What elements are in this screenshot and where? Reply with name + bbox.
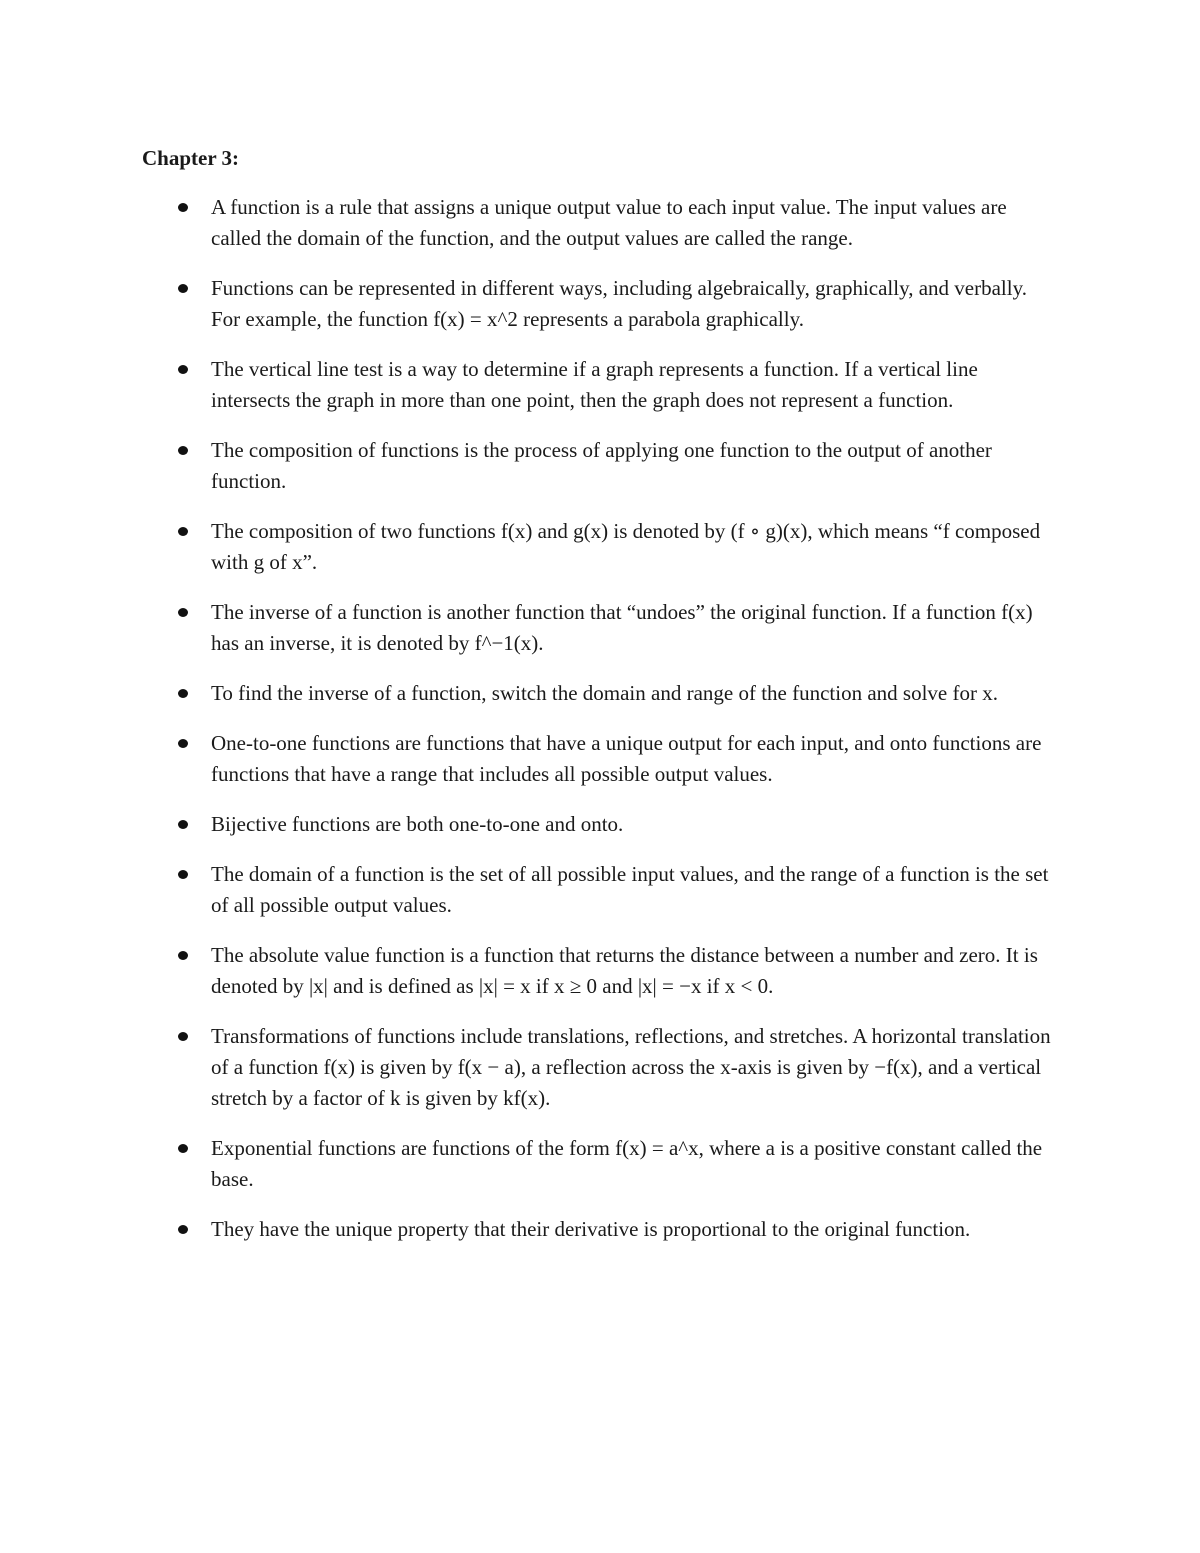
list-item	[0, 273, 1200, 335]
bullet-text: They have the unique property that their derivative is proportional to the original function.	[211, 1217, 971, 1241]
chapter-heading: Chapter 3:	[142, 146, 240, 170]
bullet-icon	[178, 203, 188, 212]
bullet-icon	[178, 870, 188, 879]
bullet-icon	[178, 739, 188, 748]
bullet-text: Functions can be represented in different ways, including algebraically, graphically, and verbally. For example, the function f(x) = x^2 represents a parabola graphically.	[211, 276, 1027, 331]
bullet-icon	[178, 689, 188, 698]
list-item	[0, 516, 1200, 578]
list-item	[0, 1214, 1200, 1245]
list-item	[0, 1021, 1200, 1114]
list-item	[0, 809, 1200, 840]
bullet-icon	[178, 608, 188, 617]
bullet-icon	[178, 1144, 188, 1153]
bullet-icon	[178, 1225, 188, 1234]
bullet-text: The absolute value function is a function that returns the distance between a number and zero. It is denoted by |x| and is defined as |x| = x if x ≥ 0 and |x| = −x if x < 0.	[211, 943, 1038, 998]
bullet-text: Transformations of functions include translations, reflections, and stretches. A horizontal translation of a function f(x) is given by f(x − a), a reflection across the x-axis is given by −f(x), and a vertical stretch by a factor of k is given by kf(x).	[211, 1024, 1051, 1110]
bullet-icon	[178, 951, 188, 960]
bullet-icon	[178, 365, 188, 374]
list-item	[0, 597, 1200, 659]
bullet-list	[0, 192, 1200, 1264]
bullet-text: To find the inverse of a function, switch the domain and range of the function and solve for x.	[211, 681, 998, 705]
bullet-text: Exponential functions are functions of the form f(x) = a^x, where a is a positive constant called the base.	[211, 1136, 1043, 1191]
bullet-icon	[178, 446, 188, 455]
bullet-text: The composition of functions is the process of applying one function to the output of another function.	[211, 438, 992, 493]
bullet-text: The vertical line test is a way to determine if a graph represents a function. If a vertical line intersects the graph in more than one point, then the graph does not represent a function.	[211, 357, 978, 412]
bullet-text: The composition of two functions f(x) and g(x) is denoted by (f ∘ g)(x), which means “f composed with g of x”.	[211, 519, 1041, 574]
list-item	[0, 192, 1200, 254]
list-item	[0, 435, 1200, 497]
list-item	[0, 728, 1200, 790]
list-item	[0, 354, 1200, 416]
bullet-text: A function is a rule that assigns a unique output value to each input value. The input values are called the domain of the function, and the output values are called the range.	[211, 195, 1007, 250]
list-item	[0, 940, 1200, 1002]
bullet-text: The domain of a function is the set of all possible input values, and the range of a function is the set of all possible output values.	[211, 862, 1049, 917]
bullet-text: Bijective functions are both one-to-one and onto.	[211, 812, 624, 836]
bullet-icon	[178, 820, 188, 829]
bullet-icon	[178, 1032, 188, 1041]
bullet-icon	[178, 527, 188, 536]
bullet-icon	[178, 284, 188, 293]
list-item	[0, 678, 1200, 709]
list-item	[0, 859, 1200, 921]
bullet-text: One-to-one functions are functions that have a unique output for each input, and onto functions are functions that have a range that includes all possible output values.	[211, 731, 1042, 786]
list-item	[0, 1133, 1200, 1195]
bullet-text: The inverse of a function is another function that “undoes” the original function. If a function f(x) has an inverse, it is denoted by f^−1(x).	[211, 600, 1033, 655]
